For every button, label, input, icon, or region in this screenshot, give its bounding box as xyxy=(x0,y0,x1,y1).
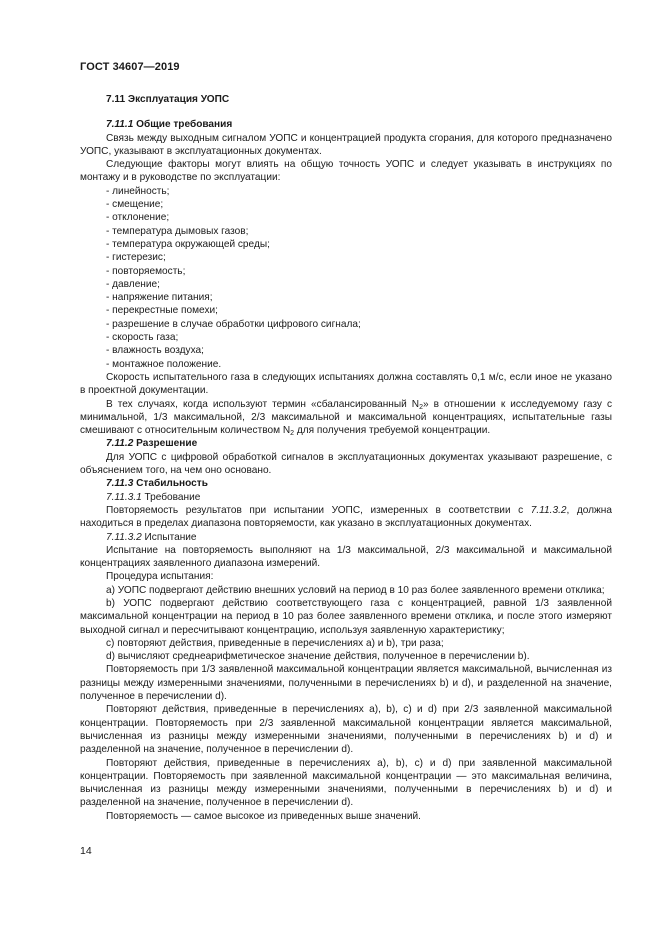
subscript: 2 xyxy=(419,403,423,411)
paragraph: Повторяемость при 1/3 заявленной максимальной концентрации является максимальной, вычисленная из разницы между измеренными значениями, полученными в перечислениях b) и d), и разделенной на значение, полученное в перечислении d). xyxy=(80,664,612,703)
clause-title: Требование xyxy=(144,491,201,503)
document-header: ГОСТ 34607—2019 xyxy=(80,61,180,73)
list-item: - скорость газа; xyxy=(106,332,179,344)
section-heading xyxy=(80,93,612,106)
clause-heading-test xyxy=(80,531,612,544)
clause-title: Испытание xyxy=(144,531,197,543)
list-item: - монтажное положение. xyxy=(106,358,222,370)
paragraph: Следующие факторы могут влиять на общую точность УОПС и следует указывать в инструкциях по монтажу и в руководстве по эксплуатации: xyxy=(80,159,612,184)
paragraph: Повторяют действия, приведенные в перечислениях а), b), c) и d) при 2/3 заявленной максимальной концентрации. Повторяемость при 2/3 заявленной максимальной концентрации является максимальной, вычисленная из разницы между измеренными значениями, полученными в перечислениях b) и d) и разделенной на значение, полученное в перечислении d). xyxy=(80,704,612,756)
text-run: Повторяемость результатов при испытании УОПС, измеренных в соответствии с xyxy=(106,504,531,516)
subsection-title: Разрешение xyxy=(136,438,198,450)
list-item: - линейность; xyxy=(106,185,170,197)
text-run: для получения требуемой концентрации. xyxy=(294,425,491,437)
list-item: - напряжение питания; xyxy=(106,292,213,304)
list-item: - температура дымовых газов; xyxy=(106,225,249,237)
subsection-title: Стабильность xyxy=(136,478,208,490)
text-run: В тех случаях, когда используют термин «сбалансированный N xyxy=(106,398,420,410)
clause-number: 7.11.3.1 xyxy=(106,491,142,503)
list-item: - повторяемость; xyxy=(106,265,186,277)
paragraph: Повторяют действия, приведенные в перечислениях а), b), c) и d) при заявленной максимальной концентрации. Повторяемость при заявленной максимальной концентрации — это максимальная величина, вычисленная из разницы между измеренными значениями, полученными в перечислениях b) и d) и разделенной на значение, полученное в перечислении d). xyxy=(80,757,612,809)
subsection-heading-resolution xyxy=(80,437,612,450)
paragraph: Процедура испытания: xyxy=(106,571,214,583)
list-item: - гистерезис; xyxy=(106,252,166,264)
subsection-number: 7.11.2 xyxy=(106,438,134,450)
list-item: - влажность воздуха; xyxy=(106,345,204,357)
paragraph xyxy=(80,398,612,438)
procedure-step-a: а) УОПС подвергают действию внешних условий на период в 10 раз более заявленного времени отклика; xyxy=(106,584,605,596)
page-content xyxy=(80,93,612,823)
list-item: - смещение; xyxy=(106,199,164,211)
clause-heading-requirement xyxy=(80,491,612,504)
subsection-number: 7.11.3 xyxy=(106,478,134,490)
subsection-title: Общие требования xyxy=(136,119,233,131)
paragraph: Испытание на повторяемость выполняют на 1/3 максимальной, 2/3 максимальной и максимальной концентрациях заявленного диапазона измерений. xyxy=(80,544,612,570)
list-item: - перекрестные помехи; xyxy=(106,305,218,317)
section-title: Эксплуатация УОПС xyxy=(127,94,230,105)
section-number: 7.11 xyxy=(106,94,126,105)
paragraph: Связь между выходным сигналом УОПС и концентрацией продукта сгорания, для которого предназначено УОПС, указывают в эксплуатационных документах. xyxy=(80,132,612,157)
paragraph xyxy=(80,504,612,531)
subscript: 2 xyxy=(290,430,295,438)
factor-list xyxy=(80,185,612,371)
text-run: » в отношении к исследуемому газу с минимальной, 1/3 максимальной, 2/3 максимальной и максимальной концентрациях, испытательные газы смешивают с относительным количеством N xyxy=(80,398,613,437)
subsection-heading-stability xyxy=(80,477,612,490)
subsection-number: 7.11.1 xyxy=(106,119,134,131)
procedure-step-d: d) вычисляют среднеарифметическое значение действия, полученное в перечислении b). xyxy=(106,651,530,663)
paragraph: Повторяемость — самое высокое из приведенных выше значений. xyxy=(106,810,421,822)
list-item: - температура окружающей среды; xyxy=(106,238,270,250)
paragraph: Скорость испытательного газа в следующих испытаниях должна составлять 0,1 м/с, если иное не указано в проектной документации. xyxy=(80,371,612,397)
paragraph: Для УОПС с цифровой обработкой сигналов в эксплуатационных документах указывают разрешение, с объяснением того, на чем оно основано. xyxy=(80,451,612,477)
procedure-step-c: c) повторяют действия, приведенные в перечислениях а) и b), три раза; xyxy=(106,637,444,649)
list-item: - разрешение в случае обработки цифрового сигнала; xyxy=(106,318,361,330)
text-run: , должна находиться в пределах диапазона повторяемости, как указано в эксплуатационных документах. xyxy=(80,504,612,530)
list-item: - отклонение; xyxy=(106,212,170,224)
list-item: - давление; xyxy=(106,278,160,290)
procedure-step-b: b) УОПС подвергают действию соответствующего газа с концентрацией, равной 1/3 заявленной максимальной концентрации на период в 10 раз более заявленного времени отклика, и после этого измеряют выходной сигнал и пересчитывают концентрацию, используя заявленную характеристику; xyxy=(80,597,612,636)
subsection-heading-general xyxy=(80,118,612,131)
clause-reference: 7.11.3.2 xyxy=(530,504,567,516)
page-number: 14 xyxy=(80,845,92,857)
clause-number: 7.11.3.2 xyxy=(106,531,142,543)
